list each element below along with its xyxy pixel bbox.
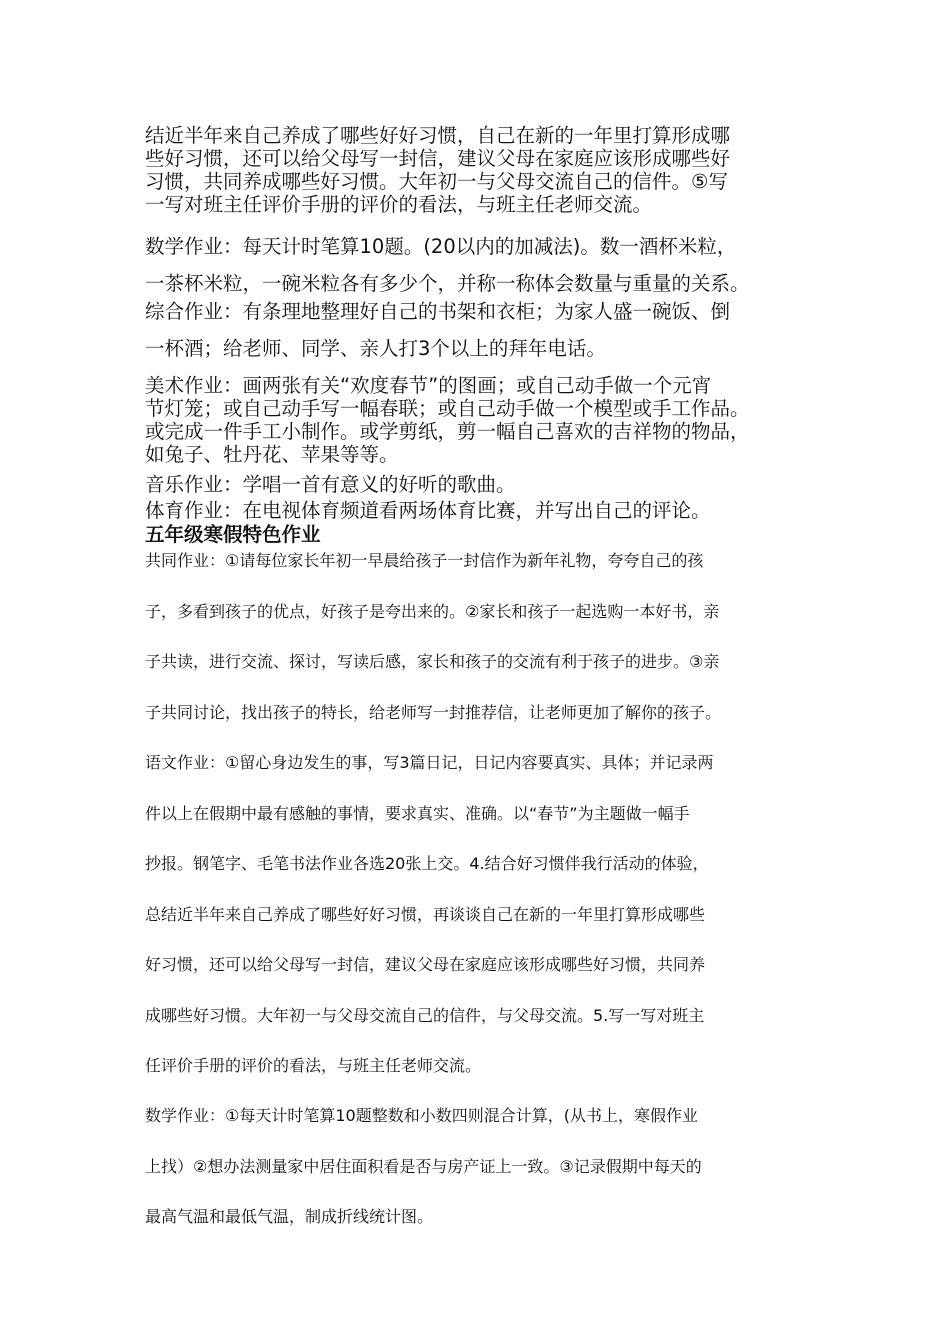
text-line: 数学作业：①每天计时笔算10题整数和小数四则混合计算，(从书上，寒假作业	[145, 1106, 698, 1125]
text-line: 任评价手册的评价的看法，与班主任老师交流。	[145, 1056, 482, 1075]
text-line: 件以上在假期中最有感触的事情，要求真实、准确。以“春节”为主题做一幅手	[145, 803, 690, 823]
text-line: 子，多看到孩子的优点，好孩子是夸出来的。②家长和孩子一起选购一本好书，亲	[145, 601, 720, 621]
paragraph-math-line2	[145, 272, 820, 295]
text-line: 综合作业：有条理地整理好自己的书架和衣柜；为家人盛一碗饭、倒	[145, 300, 731, 323]
text-line: 成哪些好习惯。大年初一与父母交流自己的信件，与父母交流。5.写一写对班主	[145, 1005, 705, 1025]
paragraph-pe	[145, 499, 820, 522]
text-line: 些好习惯，还可以给父母写一封信，建议父母在家庭应该形成哪些好	[145, 147, 731, 170]
paragraph-comprehensive-line1	[145, 300, 820, 323]
text-line: 总结近半年来自己养成了哪些好好习惯，再谈谈自己在新的一年里打算形成哪些	[145, 904, 706, 924]
text-line: 习惯，共同养成哪些好习惯。大年初一与父母交流自己的信件。⑤写	[145, 170, 728, 193]
text-line: 一杯酒；给老师、同学、亲人打3个以上的拜年电话。	[145, 337, 606, 360]
paragraph-math-line1	[145, 235, 820, 258]
text-line: 上找）②想办法测量家中居住面积看是否与房产证上一致。③记录假期中每天的	[145, 1156, 702, 1176]
paragraph-art	[145, 374, 820, 466]
paragraph-math-homework	[145, 1091, 820, 1243]
paragraph-chinese-homework	[145, 738, 820, 1092]
text-line: 语文作业：①留心身边发生的事，写3篇日记，日记内容要真实、具体；并记录两	[145, 753, 714, 772]
text-line: 一茶杯米粒，一碗米粒各有多少个，并称一称体会数量与重量的关系。	[145, 272, 750, 295]
text-line: 音乐作业：学唱一首有意义的好听的歌曲。	[145, 473, 516, 496]
text-line: 抄报。钢笔字、毛笔书法作业各选20张上交。4.结合好习惯伴我行活动的体验，	[145, 854, 709, 873]
text-line: 数学作业：每天计时笔算10题。(20以内的加减法)。数一酒杯米粒，	[145, 235, 737, 258]
text-line: 节灯笼；或自己动手写一幅春联；或自己动手做一个模型或手工作品。	[145, 397, 750, 420]
section-heading-grade5: 五年级寒假特色作业	[145, 523, 321, 546]
paragraph-comprehensive-line2	[145, 337, 820, 360]
text-line: 好习惯，还可以给父母写一封信，建议父母在家庭应该形成哪些好习惯，共同养	[145, 955, 706, 974]
text-line: 子共同讨论，找出孩子的特长，给老师写一封推荐信，让老师更加了解你的孩子。	[145, 702, 722, 722]
paragraph-common-homework	[145, 536, 820, 738]
text-line: 如兔子、牡丹花、苹果等等。	[145, 443, 399, 466]
text-line: 一写对班主任评价手册的评价的看法，与班主任老师交流。	[145, 193, 653, 216]
paragraph-music	[145, 473, 820, 496]
paragraph-habits-letter	[145, 124, 820, 216]
text-line: 最高气温和最低气温，制成折线统计图。	[145, 1207, 434, 1226]
text-line: 子共读，进行交流、探讨，写读后感，家长和孩子的交流有利于孩子的进步。③亲	[145, 652, 720, 671]
text-line: 或完成一件手工小制作。或学剪纸，剪一幅自己喜欢的吉祥物的物品，	[145, 420, 750, 443]
text-line: 结近半年来自己养成了哪些好好习惯，自己在新的一年里打算形成哪	[145, 124, 731, 147]
text-line: 美术作业：画两张有关“欢度春节”的图画；或自己动手做一个元宵	[145, 374, 712, 397]
text-line: 共同作业：①请每位家长年初一早晨给孩子一封信作为新年礼物，夸夸自己的孩	[145, 551, 704, 570]
text-line: 体育作业：在电视体育频道看两场体育比赛，并写出自己的评论。	[145, 499, 711, 522]
